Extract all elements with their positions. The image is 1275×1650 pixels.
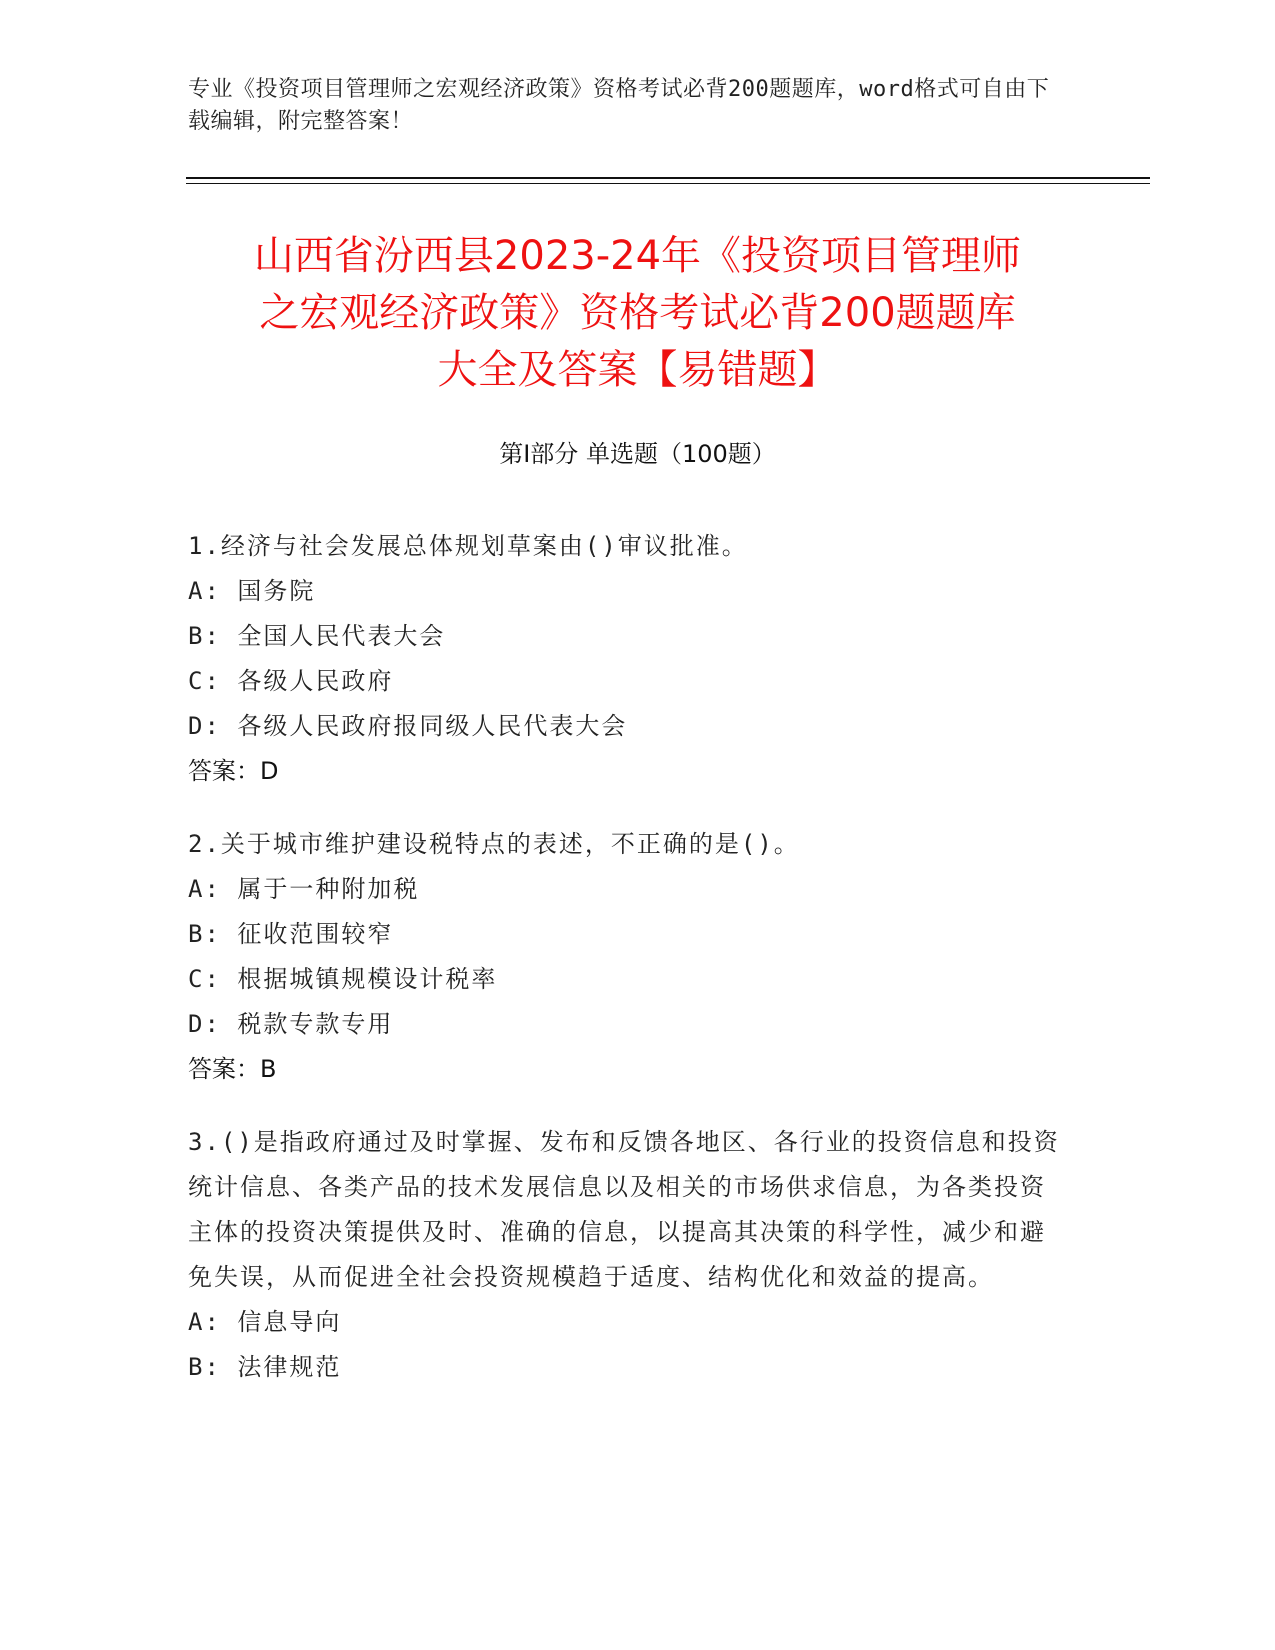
title-line-3: 大全及答案【易错题】 xyxy=(437,347,838,393)
title-line-1: 山西省汾西县2023-24年《投资项目管理师 xyxy=(253,233,1022,279)
question-1 xyxy=(188,524,1068,794)
question-text: 1.经济与社会发展总体规划草案由()审议批准。 xyxy=(188,532,748,560)
document-title xyxy=(150,228,1125,399)
answer: 答案：D xyxy=(188,757,279,785)
option-a: A: 国务院 xyxy=(188,577,316,605)
option-b: B: 全国人民代表大会 xyxy=(188,622,446,650)
answer: 答案：B xyxy=(188,1055,277,1083)
question-text: 3.()是指政府通过及时掌握、发布和反馈各地区、各行业的投资信息和投资统计信息、各类产品的技术发展信息以及相关的市场供求信息，为各类投资主体的投资决策提供及时、准确的信息，以提高其决策的科学性，减少和避免失误，从而促进全社会投资规模趋于适度、结构优化和效益的提高。 xyxy=(188,1128,1060,1291)
header-divider-thin xyxy=(186,183,1150,184)
option-d: D: 各级人民政府报同级人民代表大会 xyxy=(188,712,628,740)
question-2 xyxy=(188,822,1068,1092)
option-b: B: 征收范围较窄 xyxy=(188,920,394,948)
option-c: C: 根据城镇规模设计税率 xyxy=(188,965,498,993)
option-d: D: 税款专款专用 xyxy=(188,1010,394,1038)
option-b: B: 法律规范 xyxy=(188,1353,342,1381)
header-divider-thick xyxy=(186,177,1150,179)
question-list xyxy=(188,524,1068,1418)
option-a: A: 属于一种附加税 xyxy=(188,875,420,903)
title-line-2: 之宏观经济政策》资格考试必背200题题库 xyxy=(259,290,1016,336)
option-c: C: 各级人民政府 xyxy=(188,667,394,695)
section-title: 第Ⅰ部分 单选题（100题） xyxy=(499,440,776,468)
question-text: 2.关于城市维护建设税特点的表述，不正确的是()。 xyxy=(188,830,800,858)
option-a: A: 信息导向 xyxy=(188,1308,342,1336)
header-note: 专业《投资项目管理师之宏观经济政策》资格考试必背200题题库，word格式可自由下载编辑，附完整答案！ xyxy=(188,77,1050,134)
question-3 xyxy=(188,1120,1068,1390)
